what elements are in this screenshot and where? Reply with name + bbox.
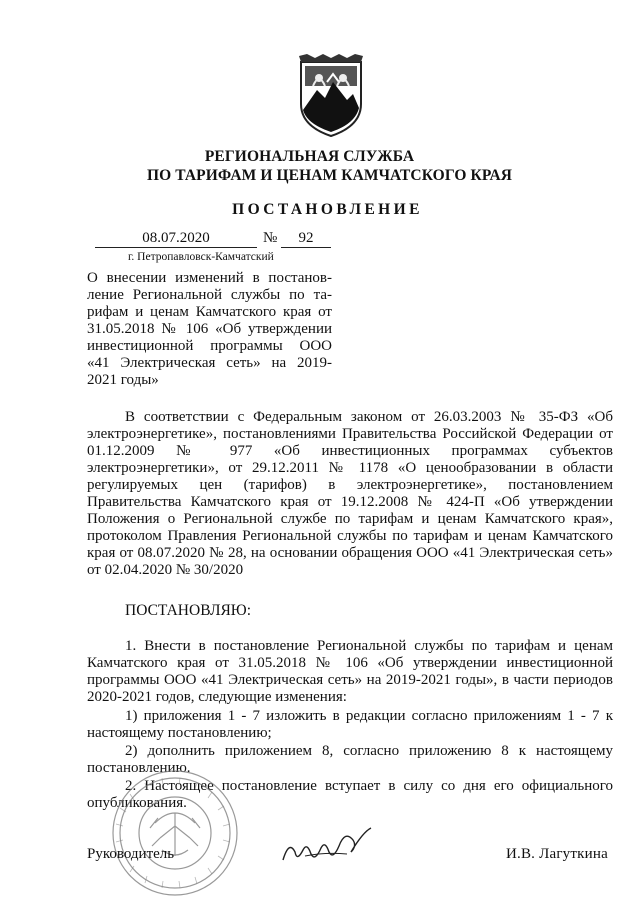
item-1-line: 2020-2021 годов, следующие изменения: — [87, 689, 347, 705]
signer-name: И.В. Лагуткина — [506, 846, 608, 862]
basis-line: от 02.04.2020 № 30/2020 — [87, 562, 244, 578]
subject-line: инвестиционной программы ООО — [87, 338, 332, 354]
basis-line: Правительства Камчатского края от 19.12.2008 № 424-П «Об утверждении — [87, 494, 613, 510]
basis-line: края от 08.07.2020 № 28, на основании обращения ООО «41 Электрическая сеть» — [87, 545, 613, 561]
organization-name-line1: РЕГИОНАЛЬНАЯ СЛУЖБА — [204, 148, 415, 165]
official-seal-icon — [100, 768, 250, 898]
subitem-line: 1) приложения 1 - 7 изложить в редакции согласно приложениям 1 - 7 к — [125, 708, 613, 724]
number-sign: № — [263, 230, 278, 246]
item-2-line: 2. Настоящее постановление вступает в силу со дня его официального — [125, 778, 613, 794]
subject-line: 31.05.2018 № 106 «Об утверждении — [87, 321, 332, 337]
subitem-line: постановлению. — [87, 760, 191, 776]
document-subject — [87, 270, 332, 389]
item-1-line: программы ООО «41 Электрическая сеть» на 2019-2021 годы», в части периодов — [87, 672, 613, 688]
item-2-line: опубликования. — [87, 795, 187, 811]
subject-line: рифам и ценам Камчатского края от — [87, 304, 332, 320]
signer-title: Руководитель — [87, 846, 175, 862]
basis-line: электроэнергетики», от 29.12.2011 № 1178 «О ценообразовании в области — [87, 460, 613, 476]
document-type: ПОСТАНОВЛЕНИЕ — [232, 201, 423, 218]
basis-line: В соответствии с Федеральным законом от 26.03.2003 № 35-ФЗ «Об — [125, 409, 613, 425]
basis-line: регулируемых цен (тарифов) в электроэнергетике», постановлением — [87, 477, 613, 493]
basis-line: протоколом Правления Региональной службы по тарифам и ценам Камчатского — [87, 528, 613, 544]
subject-line: О внесении изменений в постанов- — [87, 270, 332, 286]
item-1-subitem-1 — [87, 708, 613, 742]
decree-word: ПОСТАНОВЛЯЮ: — [125, 602, 252, 619]
kamchatka-coat-of-arms-icon — [295, 52, 367, 138]
subject-line: 2021 годы» — [87, 372, 159, 388]
document-date: 08.07.2020 — [95, 230, 257, 248]
basis-line: электроэнергетике», постановлениями Правительства Российской Федерации от — [87, 426, 613, 442]
document-number: 92 — [281, 230, 331, 248]
item-1-paragraph — [87, 638, 613, 706]
subject-line: «41 Электрическая сеть» на 2019- — [87, 355, 332, 371]
basis-line: Положения о Региональной службе по тарифам и ценам Камчатского края», — [87, 511, 613, 527]
item-1-line: 1. Внести в постановление Региональной службы по тарифам и ценам — [125, 638, 613, 654]
document-city: г. Петропавловск-Камчатский — [128, 251, 274, 263]
item-1-line: Камчатского края от 31.05.2018 № 106 «Об утверждении инвестиционной — [87, 655, 613, 671]
subject-line: ление Региональной службы по та- — [87, 287, 332, 303]
basis-line: 01.12.2009 № 977 «Об инвестиционных программах субъектов — [87, 443, 613, 459]
subitem-line: 2) дополнить приложением 8, согласно приложению 8 к настоящему — [125, 743, 613, 759]
legal-basis-paragraph — [87, 409, 613, 579]
handwritten-signature-icon — [275, 822, 375, 872]
subitem-line: настоящему постановлению; — [87, 725, 272, 741]
organization-name-line2: ПО ТАРИФАМ И ЦЕНАМ КАМЧАТСКОГО КРАЯ — [146, 167, 513, 184]
